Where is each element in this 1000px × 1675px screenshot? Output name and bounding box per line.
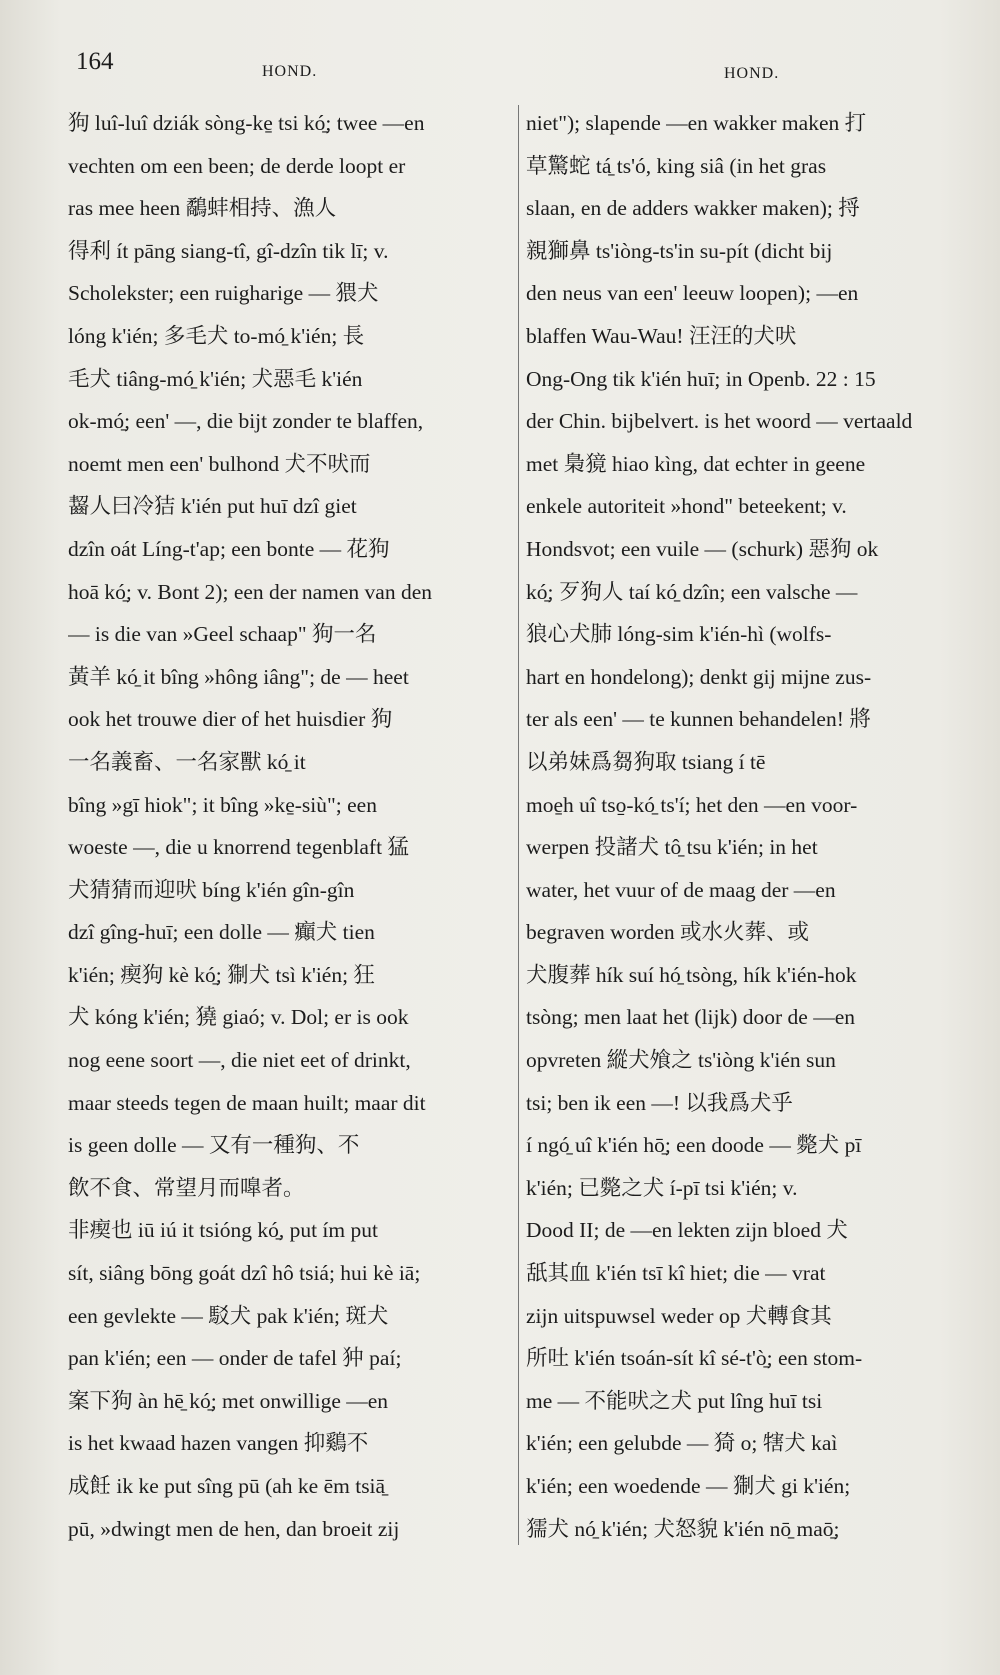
text-line: 以弟妹爲芻狗取 tsiang í tē bbox=[526, 749, 766, 774]
text-line: 草驚蛇 tá̱ ts'ó, king siâ (in het gras bbox=[526, 153, 827, 178]
text-line: kó̱; 歹狗人 taí kó̱ dzîn; een valsche — bbox=[526, 579, 858, 604]
text-line: k'ién; een woedende — 猘犬 gi k'ién; bbox=[526, 1474, 851, 1498]
text-line: vechten om een been; de derde loopt er bbox=[68, 153, 406, 178]
text-line: nog eene soort —, die niet eet of drinkt, bbox=[68, 1048, 411, 1073]
text-line: met 梟獍 hiao kìng, dat echter in geene bbox=[526, 451, 866, 476]
text-line: opvreten 縱犬飧之 ts'iòng k'ién sun bbox=[526, 1048, 836, 1073]
text-line: Hondsvot; een vuile — (schurk) 惡狗 ok bbox=[526, 536, 879, 561]
text-line: zijn uitspuwsel weder op 犬轉食其 bbox=[526, 1303, 832, 1328]
text-line: ter als een' — te kunnen behandelen! 將 bbox=[526, 707, 871, 732]
text-line: 親獅鼻 ts'iòng-ts'in su-pít (dicht bij bbox=[526, 238, 833, 263]
text-line: sít, siâng bōng goát dzî hô tsiá; hui kè iā; bbox=[68, 1261, 421, 1286]
text-line: dzîn oát Líng-t'ap; een bonte — 花狗 bbox=[68, 536, 390, 561]
text-line: me — 不能吠之犬 put lîng huī tsi bbox=[526, 1388, 823, 1413]
text-line: 成飪 ik ke put sîng pū (ah ke ēm tsiā̱ bbox=[68, 1474, 386, 1498]
text-line: woeste —, die u knorrend tegenblaft 猛 bbox=[68, 835, 409, 860]
text-line: 所吐 k'ién tsoán-sít kî sé-t'ò̱; een stom- bbox=[526, 1346, 863, 1371]
column-divider bbox=[518, 105, 519, 1545]
text-line: — is die van »Geel schaap" 狗一名 bbox=[68, 622, 377, 647]
text-line: 狗 luî-luî dziák sòng-ke̱ tsi kó̱; twee —en bbox=[68, 111, 425, 135]
text-line: begraven worden 或水火葬、或 bbox=[526, 920, 810, 945]
text-line: water, het vuur of de maag der —en bbox=[526, 877, 836, 902]
text-line: 非瘈也 iū iú it tsióng kó̱, put ím put bbox=[68, 1218, 378, 1243]
text-line: pū, »dwingt men de hen, dan broeit zij bbox=[68, 1516, 400, 1541]
text-line: 得利 ít pāng siang-tî, gî-dzîn tik lī; v. bbox=[68, 238, 389, 263]
text-line: moe̱h uî tso̱-kó̱ ts'í; het den —en voor- bbox=[526, 792, 858, 817]
text-line: 黃羊 kó̱ it bîng »hông iâng"; de — heet bbox=[68, 664, 409, 689]
text-line: Dood II; de —en lekten zijn bloed 犬 bbox=[526, 1218, 848, 1243]
text-line: bîng »gī hiok"; it bîng »ke̱-siù"; een bbox=[68, 792, 377, 817]
text-line: blaffen Wau-Wau! 汪汪的犬吠 bbox=[526, 323, 797, 348]
text-line: 舐其血 k'ién tsī kî hiet; die — vrat bbox=[526, 1261, 826, 1286]
text-line: 犬 kóng k'ién; 獟 giaó; v. Dol; er is ook bbox=[68, 1005, 409, 1030]
text-line: 案下狗 àn hē̱ kó̱; met onwillige —en bbox=[68, 1388, 389, 1413]
text-line: hart en hondelong); denkt gij mijne zus- bbox=[526, 664, 872, 689]
text-line: maar steeds tegen de maan huilt; maar dit bbox=[68, 1090, 426, 1115]
text-line: Ong-Ong tik k'ién huī; in Openb. 22 : 15 bbox=[526, 366, 876, 391]
text-line: tsòng; men laat het (lijk) door de —en bbox=[526, 1005, 855, 1030]
text-line: hoā kó̱; v. Bont 2); een der namen van den bbox=[68, 579, 432, 604]
text-line: 齧人曰冷狤 k'ién put huī dzî giet bbox=[68, 494, 357, 519]
text-line: een gevlekte — 駁犬 pak k'ién; 斑犬 bbox=[68, 1303, 389, 1328]
text-line: 毛犬 tiâng-mó̱ k'ién; 犬惡毛 k'ién bbox=[68, 366, 363, 391]
text-line: k'ién; 已斃之犬 í-pī tsi k'ién; v. bbox=[526, 1175, 798, 1200]
text-line: pan k'ién; een — onder de tafel 狆 paí; bbox=[68, 1346, 402, 1371]
right-column bbox=[526, 102, 963, 1550]
text-line: k'ién; 瘈狗 kè kó̱; 猘犬 tsì k'ién; 狂 bbox=[68, 962, 375, 987]
running-head-left: HOND. bbox=[262, 63, 318, 80]
text-line: Scholekster; een ruigharige — 猥犬 bbox=[68, 281, 379, 306]
text-line: ook het trouwe dier of het huisdier 狗 bbox=[68, 707, 393, 732]
text-line: 一名義畜、一名家獸 kó̱ it bbox=[68, 749, 306, 774]
text-line: noemt men een' bulhond 犬不吠而 bbox=[68, 451, 371, 476]
text-line: ok-mó̱; een' —, die bijt zonder te blaffen, bbox=[68, 409, 424, 434]
text-line: is het kwaad hazen vangen 抑鷄不 bbox=[68, 1431, 369, 1456]
text-line: ras mee heen 鷸蚌相持、漁人 bbox=[68, 196, 337, 221]
text-line: 犬猜猜而迎吠 bíng k'ién gîn-gîn bbox=[68, 877, 355, 902]
text-line: enkele autoriteit »hond" beteekent; v. bbox=[526, 494, 847, 519]
text-line: 飲不食、常望月而嘷者。 bbox=[68, 1175, 305, 1200]
text-line: niet"); slapende —en wakker maken 打 bbox=[526, 111, 867, 135]
text-line: 狼心犬肺 lóng-sim k'ién-hì (wolfs- bbox=[526, 622, 832, 647]
text-line: 犬腹葬 hík suí hó̱ tsòng, hík k'ién-hok bbox=[526, 962, 857, 987]
page-number: 164 bbox=[76, 48, 114, 75]
text-line: k'ién; een gelubde — 猗 o; 犗犬 kaì bbox=[526, 1431, 838, 1456]
text-line: 獳犬 nó̱ k'ién; 犬怒貌 k'ién nō̱ maō̱; bbox=[526, 1516, 840, 1541]
left-column bbox=[68, 102, 510, 1550]
text-line: slaan, en de adders wakker maken); 捋 bbox=[526, 196, 860, 221]
text-line: tsi; ben ik een —! 以我爲犬乎 bbox=[526, 1090, 793, 1115]
running-head-right: HOND. bbox=[724, 65, 780, 82]
text-line: den neus van een' leeuw loopen); —en bbox=[526, 281, 859, 306]
text-line: í ngó̱ uî k'ién hō̱; een doode — 斃犬 pī bbox=[526, 1133, 862, 1158]
text-line: dzî gîng-huī; een dolle — 癲犬 tien bbox=[68, 920, 375, 945]
text-line: lóng k'ién; 多毛犬 to-mó̱ k'ién; 長 bbox=[68, 323, 365, 348]
text-line: werpen 投諸犬 tô̱ tsu k'ién; in het bbox=[526, 835, 818, 860]
text-line: der Chin. bijbelvert. is het woord — vertaald bbox=[526, 409, 913, 434]
text-line: is geen dolle — 又有一種狗、不 bbox=[68, 1133, 360, 1158]
